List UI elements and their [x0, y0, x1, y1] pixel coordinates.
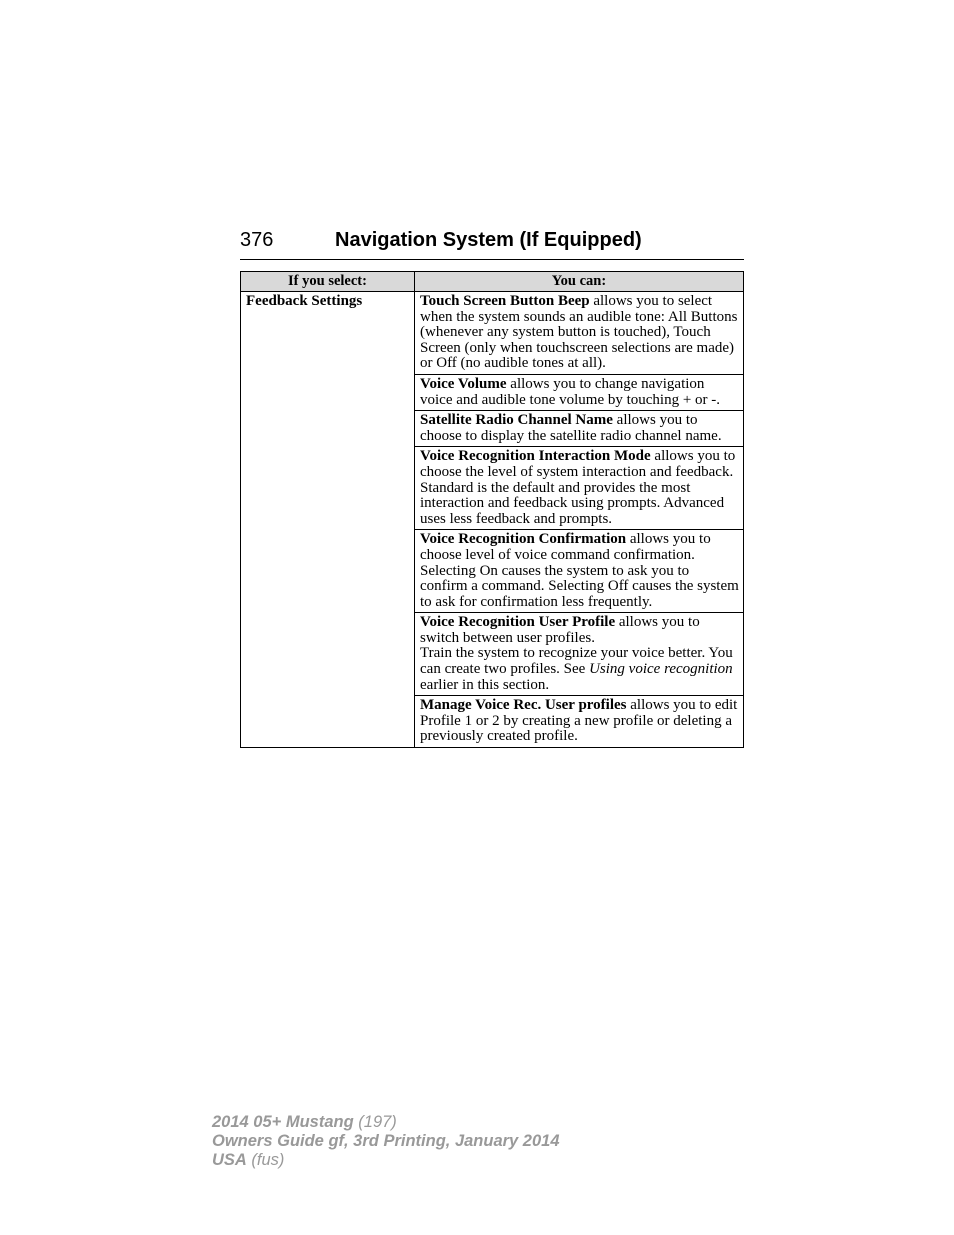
- option-name: Touch Screen Button Beep: [420, 293, 590, 309]
- table-header-row: [241, 272, 744, 292]
- option-description: allows you to switch between user profiles.: [420, 614, 700, 646]
- footer-line-3: [212, 1151, 560, 1170]
- footer-market: USA: [212, 1151, 247, 1169]
- table-cell: [415, 374, 744, 410]
- option-description: allows you to select when the system sounds an audible tone: All Buttons (whenever any system button is touched), Touch Screen (only when touchscreen selections are made) or Off (no audible tones at all).: [420, 293, 738, 372]
- option-description: allows you to change navigation voice and audible tone volume by touching + or -.: [420, 375, 721, 408]
- page-header: [240, 228, 744, 260]
- table-cell: [415, 530, 744, 613]
- section-title: Navigation System (If Equipped): [335, 229, 642, 251]
- page-number: 376: [240, 229, 274, 251]
- table-cell: [415, 447, 744, 530]
- option-description-extra: Train the system to recognize your voice better. You can create two profiles. See: [420, 645, 733, 678]
- column-header-select: If you select:: [241, 272, 415, 292]
- option-name: Manage Voice Rec. User profiles: [420, 697, 627, 714]
- footer-model-code: (197): [353, 1113, 397, 1131]
- settings-table: [240, 271, 744, 748]
- row-label-feedback-settings: Feedback Settings: [241, 292, 415, 748]
- table-cell: [415, 613, 744, 696]
- cross-reference: Using voice recognition: [589, 661, 733, 678]
- option-description: allows you to choose to display the satellite radio channel name.: [420, 412, 722, 444]
- table-row: [241, 292, 744, 375]
- footer-line-2: Owners Guide gf, 3rd Printing, January 2014: [212, 1132, 560, 1150]
- footer-line-1: [212, 1113, 560, 1132]
- option-description: allows you to choose level of voice command confirmation. Selecting On causes the system to ask you to confirm a command. Selecting Off causes the system to ask for confirmation less frequently.: [420, 531, 739, 610]
- page-footer: [212, 1113, 560, 1170]
- footer-model: 2014 05+ Mustang: [212, 1113, 354, 1131]
- table-cell: [415, 292, 744, 375]
- option-name: Voice Recognition Interaction Mode: [420, 448, 651, 465]
- option-name: Voice Recognition User Profile: [420, 614, 616, 631]
- option-name: Voice Recognition Confirmation: [420, 531, 627, 548]
- option-description: allows you to choose the level of system interaction and feedback. Standard is the default and provides the most interaction and feedback using prompts. Advanced uses less feedback and prompts.: [420, 448, 736, 527]
- table-cell: [415, 696, 744, 748]
- option-description-end: earlier in this section.: [420, 676, 550, 693]
- option-name: Voice Volume: [420, 375, 507, 392]
- footer-market-code: (fus): [246, 1151, 285, 1169]
- option-description: allows you to edit Profile 1 or 2 by creating a new profile or deleting a previously created profile.: [420, 697, 738, 745]
- column-header-you-can: You can:: [415, 272, 744, 292]
- table-cell: [415, 411, 744, 447]
- option-name: Satellite Radio Channel Name: [420, 412, 613, 429]
